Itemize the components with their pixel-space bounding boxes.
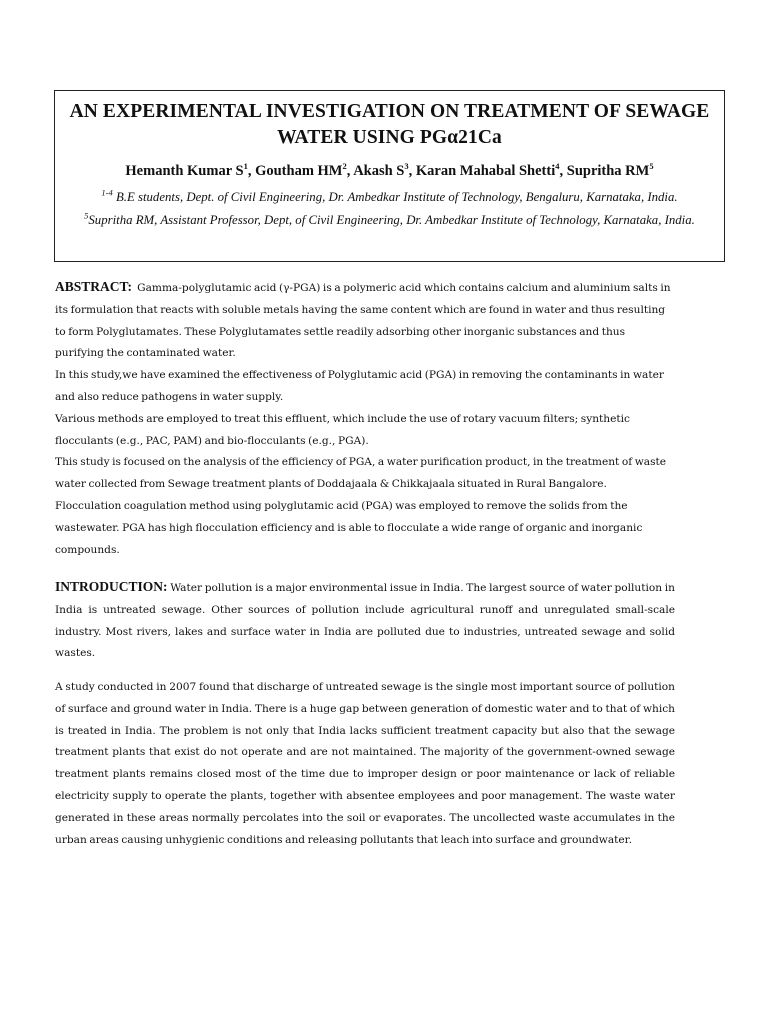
abstract-paragraph: ABSTRACT: Gamma-polyglutamic acid (γ-PGA) is a polymeric acid which contains calcium and aluminium salts in its formulation that reacts with soluble metals having the same content which are found in water and thus resulting to form Polyglutamates. These Polyglutamates settle readily adsorbing other inorganic substances and thus purifying the contaminated water. [55, 279, 671, 360]
abstract-paragraph: This study is focused on the analysis of the efficiency of PGA, a water purification product, in the treatment of waste water collected from Sewage treatment plants of Doddajaala & Chikkajaala situated in Rural Bangalore. Flocculation coagulation method using polyglutamic acid (PGA) was employed to remove the solids from the wastewater. PGA has high flocculation efficiency and is able to flocculate a wide range of organic and inorganic compounds. [55, 456, 667, 556]
author: Karan Mahabal Shetti$^4$, [415, 161, 567, 179]
author: Akash $S^3$, [353, 161, 416, 179]
author-list [55, 161, 724, 181]
affiliation-professor: $^5$Supritha RM, Assistant Professor, Dept, of Civil Engineering, Dr. Ambedkar Institute of Technology, Karnataka, India. [84, 210, 695, 227]
author: Supritha $RM^5$ [566, 161, 654, 179]
author: Hemanth Kumar $S^1$, [125, 161, 256, 179]
author: Goutham $HM^2$, [255, 161, 354, 179]
introduction-heading: INTRODUCTION: [55, 579, 168, 594]
abstract-section [55, 276, 675, 561]
introduction-section-2 [55, 677, 675, 851]
abstract-paragraph: In this study,we have examined the effectiveness of Polyglutamic acid (PGA) in removing the contaminants in water and also reduce pathogens in water supply. [55, 369, 664, 403]
abstract-heading: ABSTRACT: [55, 279, 133, 294]
paper-title: AN EXPERIMENTAL INVESTIGATION ON TREATMENT OF SEWAGE WATER USING PGα21Ca [69, 101, 710, 148]
affiliations [55, 186, 724, 232]
introduction-paragraph: INTRODUCTION: Water pollution is a major environmental issue in India. The largest source of water pollution in India is untreated sewage. Other sources of pollution include agricultural runoff and unregulated small-scale industry. Most rivers, lakes and surface water in India are polluted due to industries, untreated sewage and solid wastes. [55, 579, 675, 660]
affiliation-students: $^{1-4}$ B.E students, Dept. of Civil Engineering, Dr. Ambedkar Institute of Technology, Bengaluru, Karnataka, India. [101, 187, 678, 204]
introduction-paragraph: A study conducted in 2007 found that discharge of untreated sewage is the single most important source of pollution of surface and ground water in India. There is a huge gap between generation of domestic water and to that of which is treated in India. The problem is not only that India lacks sufficient treatment capacity but also that the sewage treatment plants that exist do not operate and are not maintained. The majority of the government-owned sewage treatment plants remains closed most of the time due to improper design or poor maintenance or lack of reliable electricity supply to operate the plants, together with absentee employees and poor management. The waste water generated in these areas normally percolates into the soil or evaporates. The uncollected waste accumulates in the urban areas causing unhygienic conditions and releasing pollutants that leach into surface and groundwater. [55, 681, 675, 846]
abstract-paragraph: Various methods are employed to treat this effluent, which include the use of rotary vacuum filters; synthetic flocculants (e.g., PAC, PAM) and bio-flocculants (e.g., PGA). [55, 412, 630, 447]
title-block [54, 90, 725, 262]
introduction-section [55, 576, 675, 665]
